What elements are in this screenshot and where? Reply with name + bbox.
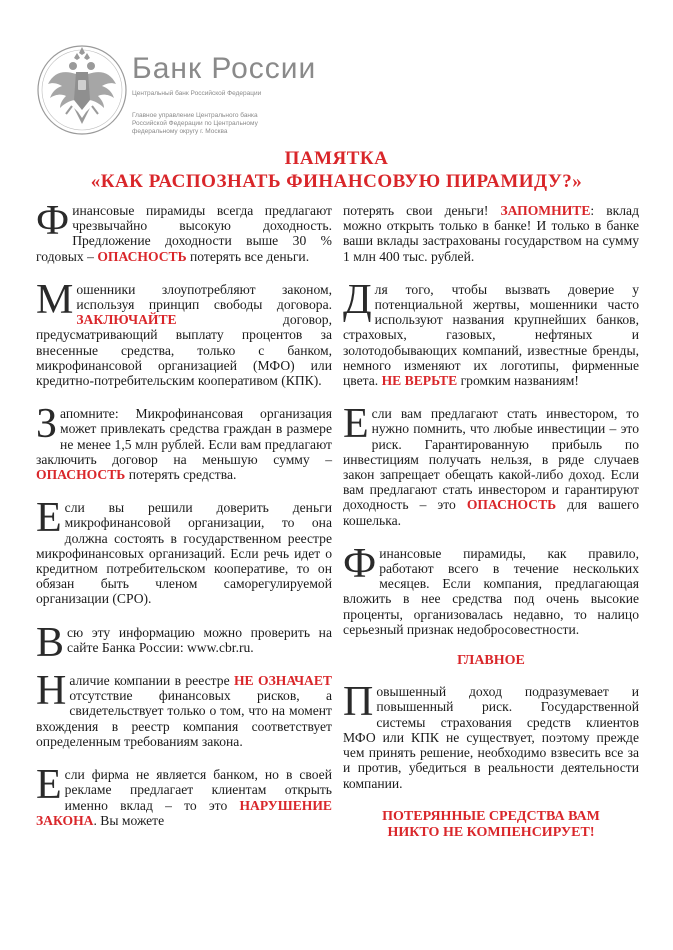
bank-subtitle: Центральный банк Российской Федерации [132,90,262,97]
paragraph: Финансовые пирамиды всегда предлагают чрезвычайно высокую доходность. Предложение доходности выше 30 % годовых – ОПАСНОСТЬ потерять все деньги. [36,198,332,264]
memo-subtitle: «КАК РАСПОЗНАТЬ ФИНАНСОВУЮ ПИРАМИДУ?» [90,171,583,192]
drop-cap: Е [343,401,369,448]
paragraph: Если вам предлагают стать инвестором, то нужно помнить, что любые инвестиции – это риск. Гарантированную прибыль по инвестициям получать нельзя, в ряде случаев закон запрещает обещать какой-либо доход. Если вам предлагают стать инвестором и гарантируют доходность – это ОПАСНОСТЬ для вашего кошелька. [343,401,639,528]
paragraph: Всю эту информацию можно проверить на сайте Банка России: www.cbr.ru. [36,619,332,666]
drop-cap: Ф [343,540,377,587]
warning-highlight: НЕ ОЗНАЧАЕТ [233,673,332,689]
warning-highlight: ЗАКЛЮЧАЙТЕ [76,312,177,328]
drop-cap: П [343,679,374,726]
drop-cap: М [36,276,74,323]
warning-highlight: НАРУШЕНИЕ ЗАКОНА [36,797,332,828]
paragraph: Мошенники злоупотребляют законом, используя принцип свободы договора. ЗАКЛЮЧАЙТЕ договор, предусматривающий выплату процентов за внесенные средства, только с банком, микрофинансовой организацией (МФО) или кредитно-потребительским кооперативом (КПК). [36,276,332,389]
final-warning-line-1: ПОТЕРЯННЫЕ СРЕДСТВА ВАМ [382,808,600,824]
header [36,40,336,150]
warning-highlight: ОПАСНОСТЬ [36,467,126,483]
drop-cap: Д [343,276,372,323]
final-warning-line-2: НИКТО НЕ КОМПЕНСИРУЕТ! [387,824,595,840]
drop-cap: Е [36,762,62,809]
left-column [36,198,332,828]
drop-cap: Е [36,495,62,542]
warning-highlight: ЗАПОМНИТЕ [500,203,591,218]
warning-highlight: ОПАСНОСТЬ [466,497,557,513]
memo-title: ПАМЯТКА [284,148,389,169]
drop-cap: Н [36,668,67,715]
bank-name: Банк России [132,52,317,85]
paragraph: Если фирма не является банком, но в своей рекламе предлагает клиентам открыть именно вклад – то это НАРУШЕНИЕ ЗАКОНА. Вы можете [36,762,332,828]
paragraph: Наличие компании в реестре НЕ ОЗНАЧАЕТ отсутствие финансовых рисков, а свидетельствует только о том, что на момент вхождения в реестр компания соответствует определенным требованиям закона. [36,668,332,749]
paragraph: Финансовые пирамиды, как правило, работают всего в течение нескольких месяцев. Если компания, предлагающая вложить в нее средства под очень высокие проценты, организовалась недавно, то налицо серьезный признак недобросовестности. [343,540,639,637]
warning-highlight: НЕ ВЕРЬТЕ [381,373,458,389]
paragraph: Запомните: Микрофинансовая организация может привлекать средства граждан в размере не менее 1,5 млн рублей. Если вам предлагают заключить договор на меньшую сумму – ОПАСНОСТЬ потерять средства. [36,401,332,483]
section-heading: ГЛАВНОЕ [457,653,525,669]
paragraph: потерять свои деньги! ЗАПОМНИТЕ: вклад можно открыть только в банке! И только в банке ваши вклады застрахованы государством на сумму 1 млн 400 тыс. рублей. [343,203,640,264]
right-column [343,203,639,841]
paragraph: Повышенный доход подразумевает и повышенный риск. Государственной системы страхования средств клиентов МФО или КПК не существует, поэтому прежде чем принять решение, необходимо взвесить все за и против, убедиться в реальности деятельности компании. [343,679,639,791]
warning-highlight: ОПАСНОСТЬ [97,248,187,264]
drop-cap: В [36,619,65,666]
paragraph: Если вы решили доверить деньги микрофинансовой организации, то она должна состоять в государственном реестре микрофинансовых организаций. Если речь идет о кредитном потребительском кооперативе, то он обязан быть членом саморегулируемой организации (СРО). [36,495,332,607]
drop-cap: Ф [36,198,70,244]
department-caption: Главное управление Центрального банка Российской Федерации по Центральному федеральному округу г. Москва [132,112,258,135]
drop-cap: З [36,401,58,448]
paragraph: Для того, чтобы вызвать доверие у потенциальной жертвы, мошенники часто используют названия крупнейших банков, страховых, газовых, нефтяных и золотодобывающих компаний, известные бренды, немного изменяют их логотипы, фирменные цвета. НЕ ВЕРЬТЕ громким названиям! [343,276,639,389]
double-headed-eagle-logo [36,44,128,136]
